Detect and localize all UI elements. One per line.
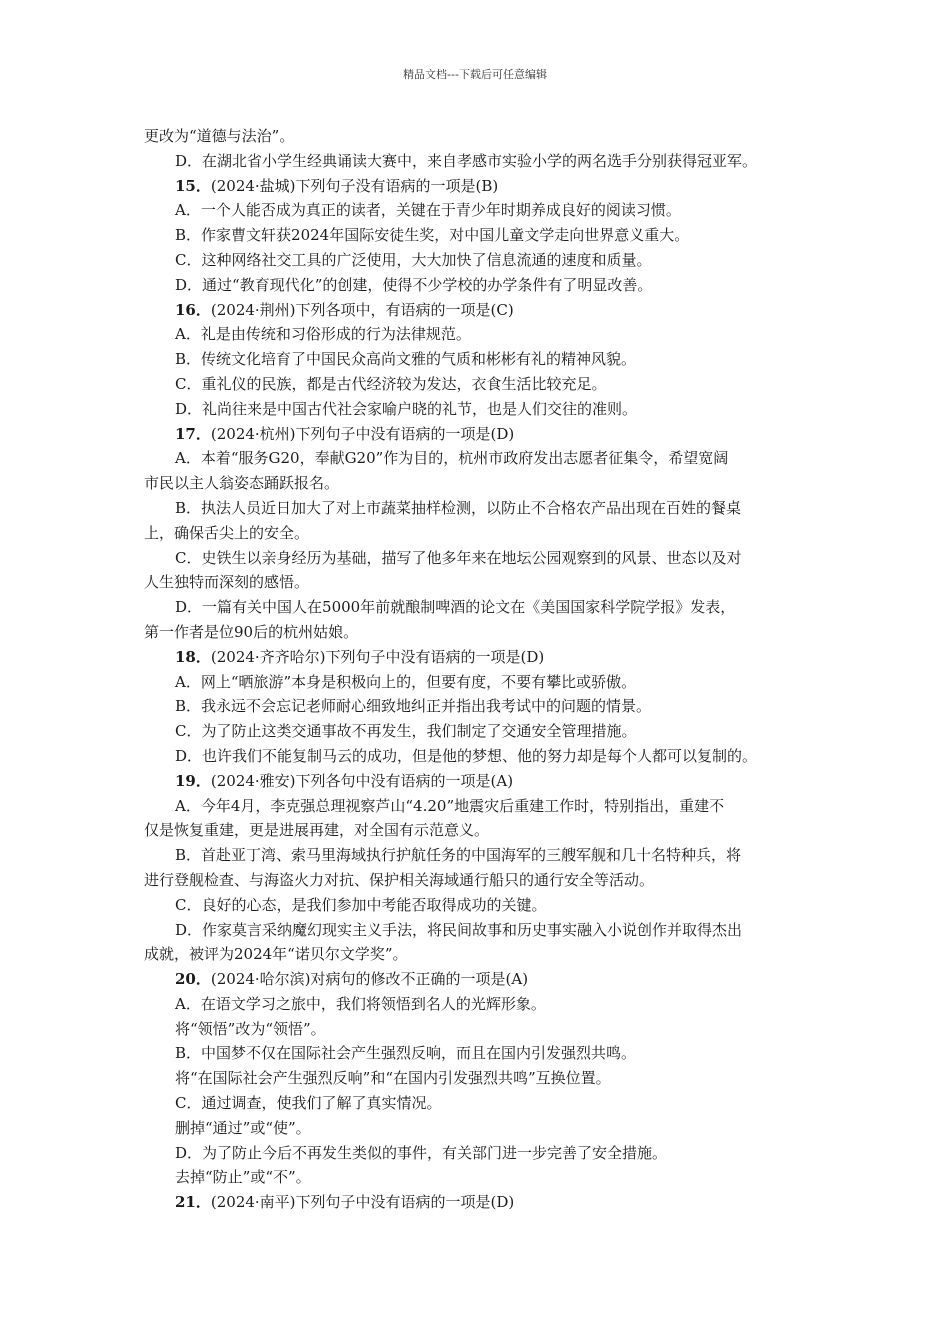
text-line [144,843,814,868]
line-text: D．通过“教育现代化”的创建，使得不少学校的办学条件有了明显改善。 [175,275,653,294]
line-text: 将“领悟”改为“领悟”。 [175,1019,326,1038]
line-text: (2024·南平)下列句子中没有语病的一项是(D) [210,1193,515,1212]
text-line [144,868,814,893]
line-text: C．重礼仪的民族，都是古代经济较为发达，衣食生活比较充足。 [175,374,607,393]
line-text: 第一作者是位90后的杭州姑娘。 [144,622,359,641]
text-line [144,1116,814,1141]
text-line [144,347,814,372]
line-text: C．良好的心态，是我们参加中考能否取得成功的关键。 [175,895,547,914]
line-text: (2024·杭州)下列句子中没有语病的一项是(D) [210,424,515,443]
text-line [144,223,814,248]
text-line [144,1041,814,1066]
text-line [144,149,814,174]
question-line [144,298,814,323]
question-number: 19． [175,771,211,790]
question-number: 18． [175,647,211,666]
line-text: A．礼是由传统和习俗形成的行为法律规范。 [175,325,471,344]
line-text: A．网上“晒旅游”本身是积极向上的，但要有度，不要有攀比或骄傲。 [175,672,637,691]
text-line [144,521,814,546]
text-line [144,942,814,967]
line-text: (2024·荆州)下列各项中，有语病的一项是(C) [210,300,514,319]
line-text: B．作家曹文轩获2024年国际安徒生奖，对中国儿童文学走向世界意义重大。 [175,226,690,245]
text-line [144,496,814,521]
line-text: D．一篇有关中国人在5000年前就酿制啤酒的论文在《美国国家科学院学报》发表， [175,598,736,617]
page-header: 精品文档---下载后可任意编辑 [403,68,547,81]
line-text: A．在语文学习之旅中，我们将领悟到名人的光辉形象。 [175,994,546,1013]
question-line [144,1190,814,1215]
text-line [144,694,814,719]
line-text: 市民以主人翁姿态踊跃报名。 [144,474,340,493]
question-number: 21． [175,1193,211,1212]
line-text: (2024·雅安)下列各句中没有语病的一项是(A) [210,771,514,790]
line-text: 成就，被评为2024年“诺贝尔文学奖”。 [144,945,408,964]
document-body [144,124,814,1215]
question-line [144,769,814,794]
line-text: D．也许我们不能复制马云的成功，但是他的梦想、他的努力却是每个人都可以复制的。 [175,746,758,765]
line-text: (2024·盐城)下列句子没有语病的一项是(B) [210,176,499,195]
text-line [144,570,814,595]
line-text: (2024·哈尔滨)对病句的修改不正确的一项是(A) [210,970,529,989]
line-text: A．今年4月，李克强总理视察芦山“4.20”地震灾后重建工作时，特别指出，重建不 [175,796,725,815]
text-line [144,719,814,744]
text-line [144,1066,814,1091]
text-line [144,1165,814,1190]
line-text: 将“在国际社会产生强烈反响”和“在国内引发强烈共鸣”互换位置。 [175,1069,611,1088]
line-text: C．史铁生以亲身经历为基础，描写了他多年来在地坛公园观察到的风景、世态以及对 [175,548,742,567]
text-line [144,595,814,620]
text-line [144,1141,814,1166]
line-text: A．一个人能否成为真正的读者，关键在于青少年时期养成良好的阅读习惯。 [175,201,681,220]
text-line [144,322,814,347]
text-line [144,918,814,943]
question-number: 16． [175,300,211,319]
line-text: B．首赴亚丁湾、索马里海域执行护航任务的中国海军的三艘军舰和几十名特种兵，将 [175,846,742,865]
line-text: B．我永远不会忘记老师耐心细致地纠正并指出我考试中的问题的情景。 [175,697,652,716]
text-line [144,794,814,819]
text-line [144,198,814,223]
text-line [144,471,814,496]
line-text: D．作家莫言采纳魔幻现实主义手法，将民间故事和历史事实融入小说创作并取得杰出 [175,920,743,939]
line-text: A．本着“服务G20，奉献G20”作为目的，杭州市政府发出志愿者征集令，希望宽阔 [175,449,729,468]
line-text: B．中国梦不仅在国际社会产生强烈反响，而且在国内引发强烈共鸣。 [175,1044,637,1063]
text-line [144,620,814,645]
question-line [144,422,814,447]
text-line [144,992,814,1017]
line-text: (2024·齐齐哈尔)下列句子中没有语病的一项是(D) [210,647,545,666]
line-text: B．传统文化培育了中国民众高尚文雅的气质和彬彬有礼的精神风貌。 [175,350,637,369]
text-line [144,1091,814,1116]
text-line [144,273,814,298]
text-line [144,546,814,571]
line-text: C．这种网络社交工具的广泛使用，大大加快了信息流通的速度和质量。 [175,250,652,269]
text-line [144,446,814,471]
line-text: 更改为“道德与法治”。 [144,127,295,145]
line-text: D．礼尚往来是中国古代社会家喻户晓的礼节，也是人们交往的准则。 [175,399,638,418]
line-text: 去掉“防止”或“不”。 [175,1168,311,1187]
question-number: 17． [175,424,211,443]
text-line [144,124,814,149]
question-line [144,967,814,992]
line-text: 人生独特而深刻的感悟。 [144,573,310,592]
question-number: 20． [175,970,211,989]
line-text: 上，确保舌尖上的安全。 [144,523,310,542]
line-text: B．执法人员近日加大了对上市蔬菜抽样检测，以防止不合格农产品出现在百姓的餐桌 [175,498,742,517]
line-text: 进行登舰检查、与海盗火力对抗、保护相关海域通行船只的通行安全等活动。 [144,870,655,889]
line-text: 删掉“通过”或“使”。 [175,1118,311,1137]
line-text: 仅是恢复重建，更是进展再建，对全国有示范意义。 [144,821,490,840]
question-number: 15． [175,176,211,195]
line-text: D．在湖北省小学生经典诵读大赛中，来自孝感市实验小学的两名选手分别获得冠亚军。 [175,151,758,170]
text-line [144,248,814,273]
text-line [144,670,814,695]
question-line [144,645,814,670]
question-line [144,174,814,199]
line-text: C．为了防止这类交通事故不再发生，我们制定了交通安全管理措施。 [175,722,637,741]
text-line [144,818,814,843]
line-text: C．通过调查，使我们了解了真实情况。 [175,1094,442,1113]
line-text: D．为了防止今后不再发生类似的事件，有关部门进一步完善了安全措施。 [175,1143,668,1162]
text-line [144,397,814,422]
text-line [144,893,814,918]
text-line [144,372,814,397]
text-line [144,744,814,769]
text-line [144,1017,814,1042]
